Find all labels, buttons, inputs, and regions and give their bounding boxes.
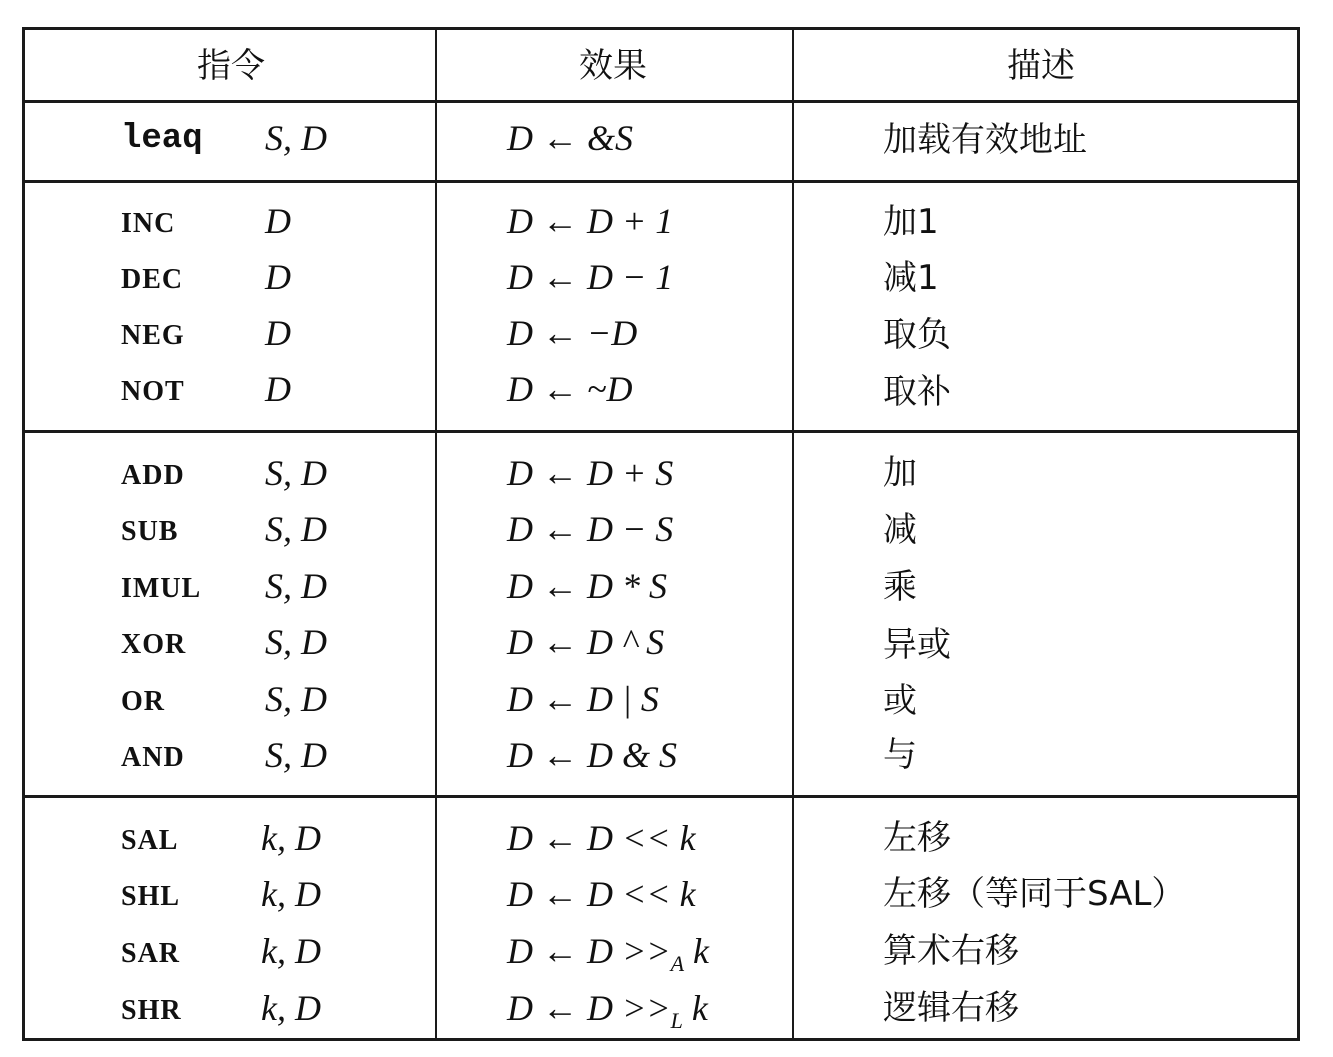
mnemonic-sub: SUB xyxy=(121,516,179,547)
effect-main: D ← D >> xyxy=(507,931,671,971)
header-divider xyxy=(25,100,1297,103)
description: 加 xyxy=(883,453,917,493)
mnemonic-and: AND xyxy=(121,742,185,773)
mnemonic-inc: INC xyxy=(121,208,176,239)
group-divider xyxy=(25,430,1297,433)
description: 乘 xyxy=(883,567,917,607)
mnemonic-dec: DEC xyxy=(121,264,184,295)
effect-main: D ← D >> xyxy=(507,988,671,1028)
header-effect: 效果 xyxy=(579,46,647,86)
effect xyxy=(507,990,708,1032)
operands: S, D xyxy=(265,509,327,549)
effect-tail: k xyxy=(684,931,710,971)
effect: D ← D − 1 xyxy=(507,257,674,297)
description: 逻辑右移 xyxy=(883,988,1019,1028)
description: 左移 xyxy=(883,818,951,858)
mnemonic-sar: SAR xyxy=(121,938,181,969)
description: 减1 xyxy=(883,258,939,298)
mnemonic-xor: XOR xyxy=(121,629,187,660)
description: 或 xyxy=(883,681,917,721)
effect: D ← D & S xyxy=(507,735,677,775)
effect-subscript: L xyxy=(670,1008,683,1033)
mnemonic-imul: IMUL xyxy=(121,573,202,604)
effect-subscript: A xyxy=(670,951,685,976)
instruction-table xyxy=(22,27,1300,1041)
header-description: 描述 xyxy=(1007,46,1075,86)
effect: D ← D << k xyxy=(507,818,696,858)
header-instruction: 指令 xyxy=(197,46,265,86)
operands: S, D xyxy=(265,735,327,775)
effect: D ← D << k xyxy=(507,874,696,914)
effect xyxy=(507,933,709,975)
operands: k, D xyxy=(261,988,321,1028)
mnemonic-not: NOT xyxy=(121,376,185,407)
effect: D ← D * S xyxy=(507,566,667,606)
effect: D ← ~D xyxy=(507,369,633,409)
mnemonic-add: ADD xyxy=(121,460,185,491)
description: 取补 xyxy=(883,372,951,412)
description: 取负 xyxy=(883,315,951,355)
description: 算术右移 xyxy=(883,931,1019,971)
effect: D ← D + 1 xyxy=(507,201,674,241)
operands: D xyxy=(265,257,291,297)
operands: S, D xyxy=(265,453,327,493)
group-divider xyxy=(25,180,1297,183)
mnemonic-neg: NEG xyxy=(121,320,185,351)
operands: D xyxy=(265,313,291,353)
operands: S, D xyxy=(265,622,327,662)
effect: D ← D + S xyxy=(507,453,674,493)
mnemonic-or: OR xyxy=(121,686,165,717)
mnemonic-leaq: leaq xyxy=(121,120,203,158)
operands: D xyxy=(265,369,291,409)
effect: D ← −D xyxy=(507,313,638,353)
operands: S, D xyxy=(265,679,327,719)
group-divider xyxy=(25,795,1297,798)
effect: D ← D ^ S xyxy=(507,622,665,662)
effect: D ← D | S xyxy=(507,679,659,719)
description: 与 xyxy=(883,735,917,775)
description: 异或 xyxy=(883,625,951,665)
mnemonic-sal: SAL xyxy=(121,825,179,856)
operands: k, D xyxy=(261,818,321,858)
operands: k, D xyxy=(261,874,321,914)
mnemonic-shr: SHR xyxy=(121,995,182,1026)
operands: k, D xyxy=(261,931,321,971)
description: 加1 xyxy=(883,202,939,242)
effect-tail: k xyxy=(682,988,708,1028)
description: 减 xyxy=(883,510,917,550)
operands: S, D xyxy=(265,566,327,606)
operands: S, D xyxy=(265,118,327,158)
operands: D xyxy=(265,201,291,241)
effect: D ← &S xyxy=(507,118,633,158)
effect: D ← D − S xyxy=(507,509,674,549)
description: 加载有效地址 xyxy=(883,120,1087,160)
mnemonic-shl: SHL xyxy=(121,881,181,912)
description: 左移（等同于SAL） xyxy=(883,874,1186,914)
